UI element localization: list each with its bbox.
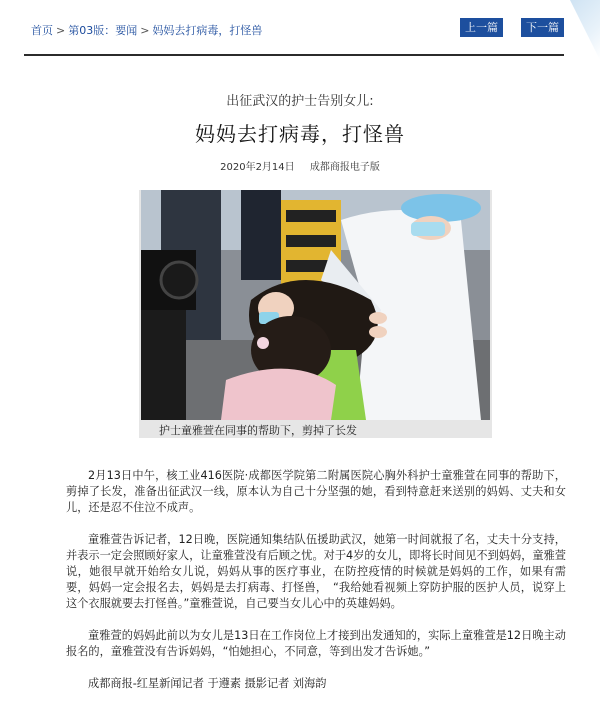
breadcrumb bbox=[31, 22, 262, 38]
article-paragraph: 童雅萱告诉记者，12日晚，医院通知集结队伍援助武汉，她第一时间就报了名，丈夫十分支持，并表示一定会照顾好家人，让童雅萱没有后顾之忧。对于4岁的女儿，即将长时间见不到妈妈，童雅萱说，她很早就开始给女儿说，妈妈从事的医疗事业，在防控疫情的时候就是妈妈的工作，如果有需要，妈妈一定会报名去，妈妈是去打病毒、打怪兽， “我给她看视频上穿防护服的医护人员，说穿上这个衣服就要去打怪兽。”童雅萱说，自己要当女儿心中的英雄妈妈。 bbox=[66, 533, 566, 610]
article-meta bbox=[0, 158, 600, 173]
article-subtitle: 出征武汉的护士告别女儿: bbox=[226, 94, 374, 109]
article-photo bbox=[141, 190, 490, 420]
article-byline: 成都商报-红星新闻记者 于遵素 摄影记者 刘海韵 bbox=[88, 677, 327, 690]
breadcrumb-separator: > bbox=[140, 24, 150, 37]
article-figure bbox=[139, 190, 492, 438]
article-title: 妈妈去打病毒，打怪兽 bbox=[195, 122, 405, 146]
breadcrumb-separator: > bbox=[56, 24, 66, 37]
photo-illustration bbox=[141, 190, 490, 420]
article-paragraph: 童雅萱的妈妈此前以为女儿是13日在工作岗位上才接到出发通知的，实际上童雅萱是12日晚主动报名的，童雅萱没有告诉妈妈，“怕她担心，不同意，等到出发才告诉她。” bbox=[66, 629, 566, 658]
article-paragraph: 2月13日中午，核工业416医院·成都医学院第二附属医院心胸外科护士童雅萱在同事的帮助下，剪掉了长发，准备出征武汉一线，原本认为自己十分坚强的她，看到特意赶来送别的妈妈、丈夫和女儿，还是忍不住泣不成声。 bbox=[66, 469, 566, 514]
corner-decoration bbox=[570, 0, 600, 60]
article-body bbox=[66, 468, 566, 708]
breadcrumb-current[interactable]: 妈妈去打病毒，打怪兽 bbox=[152, 24, 263, 37]
next-article-button[interactable]: 下一篇 bbox=[521, 18, 564, 37]
breadcrumb-edition[interactable]: 第03版：要闻 bbox=[68, 24, 138, 37]
top-bar bbox=[24, 0, 564, 56]
breadcrumb-home[interactable]: 首页 bbox=[31, 24, 53, 37]
article-date: 2020年2月14日 bbox=[220, 162, 295, 173]
previous-article-button[interactable]: 上一篇 bbox=[460, 18, 503, 37]
photo-caption: 护士童雅萱在同事的帮助下，剪掉了长发 bbox=[159, 424, 357, 437]
article-source: 成都商报电子版 bbox=[309, 162, 380, 173]
